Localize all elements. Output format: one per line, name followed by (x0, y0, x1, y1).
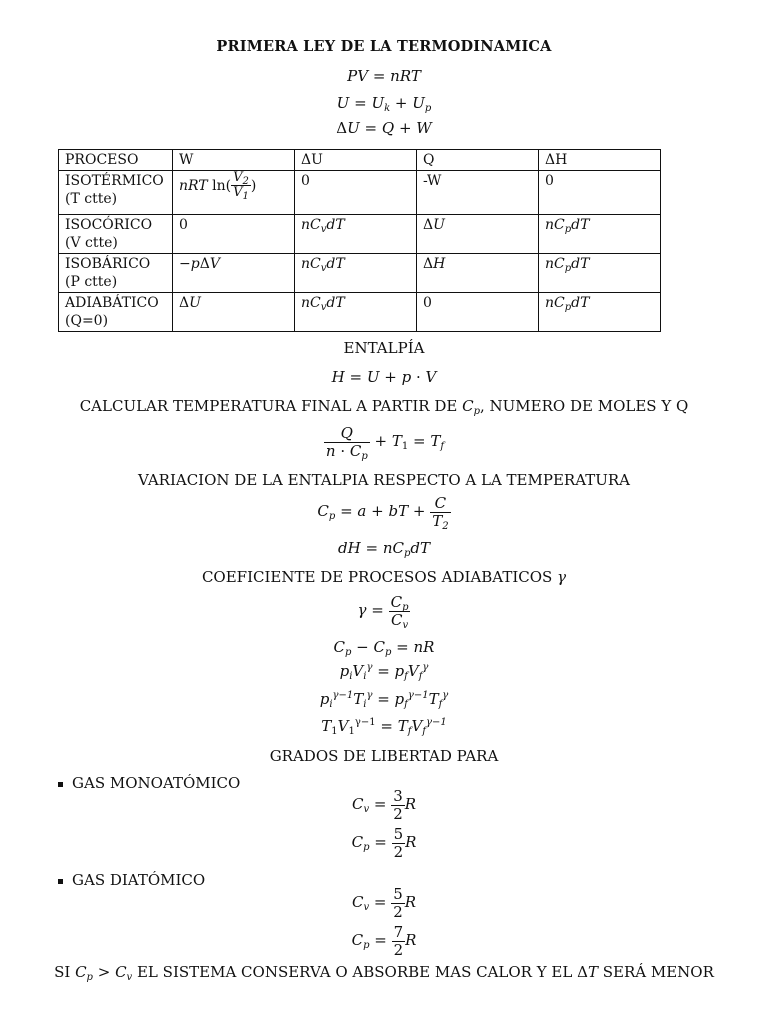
table-row (59, 171, 661, 215)
header-cell (173, 150, 295, 171)
process-condition: (P ctte) (65, 274, 118, 290)
section-heading-degrees-of-freedom: GRADOS DE LIBERTAD PARA (269, 747, 499, 765)
table-row (59, 215, 661, 254)
equation-enthalpy: H = U + p · V (331, 368, 437, 386)
process-cell (59, 215, 173, 254)
list-item-label: GAS DIATÓMICO (72, 871, 206, 889)
process-condition: (V ctte) (65, 235, 118, 251)
process-cell (59, 254, 173, 293)
table-row (59, 293, 661, 332)
delta-u-cell: $nC_vdT$ (295, 293, 417, 332)
delta-u-cell: 0 (295, 171, 417, 215)
list-item-label: GAS MONOATÓMICO (72, 774, 241, 792)
equation-first-law: ΔU = Q + W (336, 119, 432, 137)
delta-h-cell: $nC_pdT$ (539, 215, 661, 254)
process-table (58, 149, 661, 332)
header-cell (539, 150, 661, 171)
work-cell (173, 171, 295, 215)
equation-mono-cv: $C_v$ = $\frac{3}{2}$ R (351, 786, 417, 823)
delta-h-cell: 0 (539, 171, 661, 215)
section-heading-final-temperature: CALCULAR TEMPERATURA FINAL A PARTIR DE $C_p$, NUMERO DE MOLES Y Q (79, 397, 689, 417)
q-cell: ΔH (417, 254, 539, 293)
isothermal-work-formula: nRT ln( $\frac{V_2}{V_1}$ ) (179, 170, 257, 202)
table-header-row (59, 150, 661, 171)
header-q: Q (423, 152, 435, 168)
process-name: ISOTÉRMICO (65, 173, 164, 189)
table-row (59, 254, 661, 293)
delta-u-cell: $nC_vdT$ (295, 254, 417, 293)
delta-u-cell: $nC_vdT$ (295, 215, 417, 254)
work-cell: −pΔV (173, 254, 295, 293)
delta-h-cell: $nC_pdT$ (539, 293, 661, 332)
process-name: ADIABÁTICO (65, 295, 159, 311)
delta-h-cell: $nC_pdT$ (539, 254, 661, 293)
work-cell: ΔU (173, 293, 295, 332)
footer-pre: SI (54, 963, 71, 981)
q-cell: ΔU (417, 215, 539, 254)
work-cell: 0 (173, 215, 295, 254)
q-cell: -W (417, 171, 539, 215)
equation-di-cv: $C_v$ = $\frac{5}{2}$ R (351, 884, 417, 921)
header-delta-h: ΔH (545, 152, 568, 168)
bullet-icon (58, 879, 63, 884)
equation-adiabatic-tv: $T_1V_1^{\gamma-1} = T_fV_f^{\gamma-1}$ (321, 717, 447, 737)
process-cell (59, 293, 173, 332)
process-name: ISOBÁRICO (65, 256, 151, 272)
section-heading-adiabatic: COEFICIENTE DE PROCESOS ADIABATICOS γ (201, 568, 567, 586)
equation-gamma: γ = $\frac{C_p}{C_v}$ (357, 592, 409, 631)
header-w: W (179, 152, 194, 168)
equation-final-temperature: $\frac{Q}{n \cdot C_p}$ + $T_1 = T_f$ (325, 423, 445, 462)
q-cell: 0 (417, 293, 539, 332)
heading-calc-post: , NUMERO DE MOLES Y Q (480, 397, 689, 415)
footer-statement: SI $C_p > C_v$ EL SISTEMA CONSERVA O ABSORBE MAS CALOR Y EL ΔT SERÁ MENOR (54, 963, 714, 983)
page-title: PRIMERA LEY DE LA TERMODINAMICA (216, 38, 552, 55)
footer-mid: EL SISTEMA CONSERVA O ABSORBE MAS CALOR Y EL (136, 963, 573, 981)
equation-mono-cp: $C_p$ = $\frac{5}{2}$ R (351, 824, 417, 861)
equation-adiabatic-pv: $p_iV_i^\gamma = p_fV_f^\gamma$ (339, 662, 429, 682)
header-cell: PROCESO (59, 150, 173, 171)
header-cell (295, 150, 417, 171)
heading-coef: COEFICIENTE DE PROCESOS ADIABATICOS (201, 568, 553, 586)
equation-dh: dH = $nC_pdT$ (338, 539, 430, 559)
process-condition: (T ctte) (65, 191, 118, 207)
equation-mayer: $C_p - C_p$ = nR (333, 638, 435, 658)
equation-internal-energy: $U = U_k + U_p$ (336, 94, 432, 114)
equation-di-cp: $C_p$ = $\frac{7}{2}$ R (351, 922, 417, 959)
process-cell (59, 171, 173, 215)
process-name: ISOCÓRICO (65, 217, 153, 233)
section-heading-enthalpy-variation: VARIACION DE LA ENTALPIA RESPECTO A LA TEMPERATURA (138, 471, 630, 489)
equation-adiabatic-pt: $p_i^{\gamma-1}T_i^\gamma = p_f^{\gamma-1}T_f^\gamma$ (319, 690, 449, 710)
section-heading-entalpia: ENTALPÍA (343, 339, 425, 357)
equation-pv-nrt: PV = nRT (347, 67, 421, 85)
header-delta-u: ΔU (301, 152, 323, 168)
header-cell (417, 150, 539, 171)
heading-calc-pre: CALCULAR TEMPERATURA FINAL A PARTIR DE (79, 397, 458, 415)
equation-cp-temperature: $C_p = a$ + bT + $\frac{C}{T_2}$ (317, 493, 449, 532)
process-condition: (Q=0) (65, 313, 109, 329)
footer-post: SERÁ MENOR (602, 963, 714, 981)
